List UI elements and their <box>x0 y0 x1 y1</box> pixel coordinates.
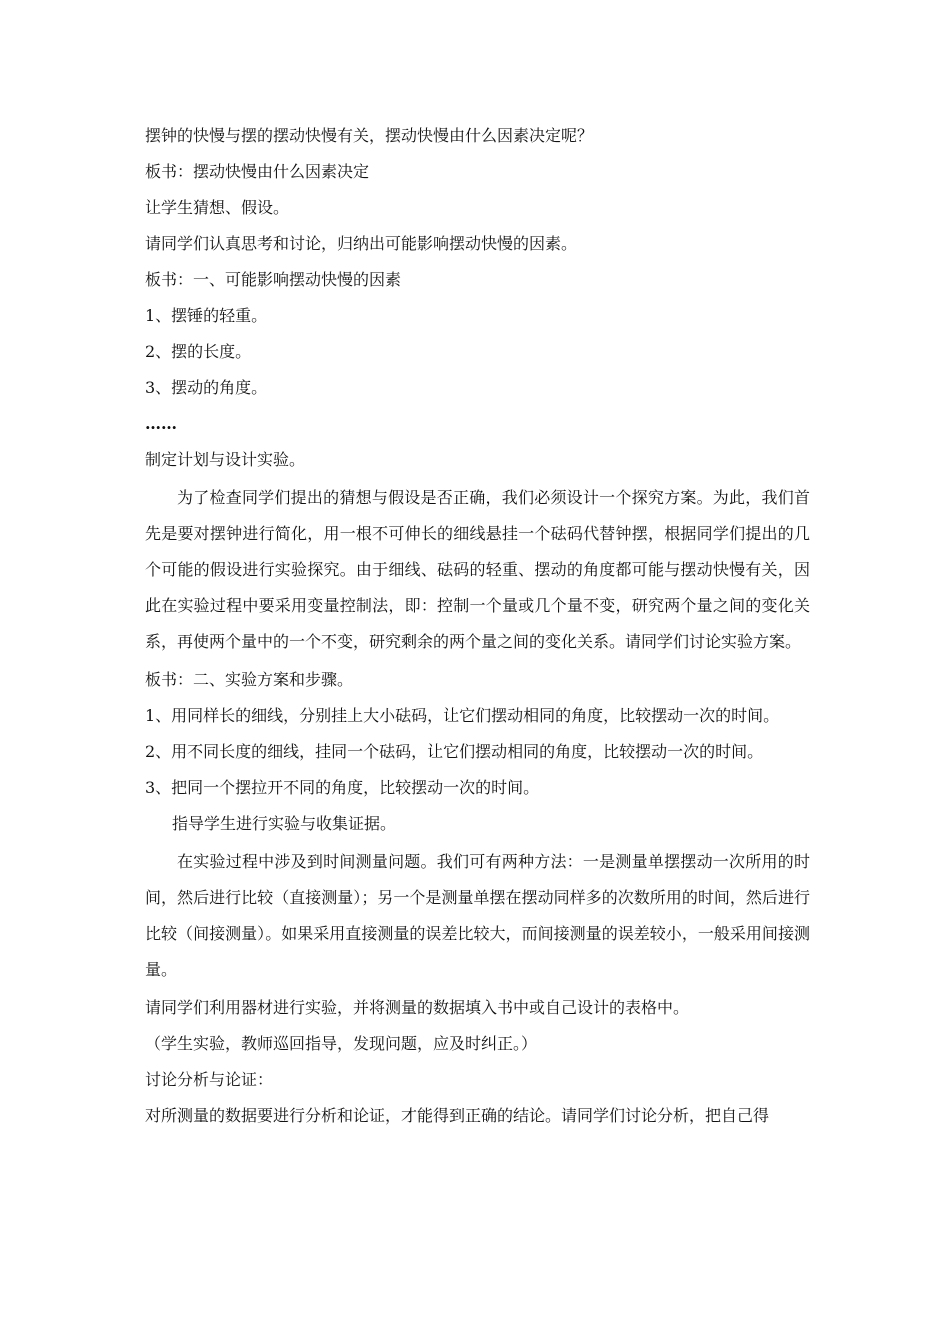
text-line: 请同学们认真思考和讨论，归纳出可能影响摆动快慢的因素。 <box>145 234 578 253</box>
text-line: 请同学们利用器材进行实验，并将测量的数据填入书中或自己设计的表格中。 <box>145 998 690 1017</box>
paragraph-experiment-design: 为了检查同学们提出的猜想与假设是否正确，我们必须设计一个探究方案。为此，我们首先是要对摆钟进行简化，用一根不可伸长的细线悬挂一个砝码代替钟摆，根据同学们提出的几个可能的假设进行实验探究。由于细线、砝码的轻重、摆动的角度都可能与摆动快慢有关，因此在实验过程中要采用变量控制法，即：控制一个量或几个量不变，研究两个量之间的变化关系，再使两个量中的一个不变，研究剩余的两个量之间的变化关系。请同学们讨论实验方案。 <box>145 488 810 651</box>
text-line: 摆钟的快慢与摆的摆动快慢有关，摆动快慢由什么因素决定呢？ <box>145 126 594 145</box>
text-line: （学生实验，教师巡回指导，发现问题，应及时纠正。） <box>145 1034 538 1053</box>
paragraph-time-measurement: 在实验过程中涉及到时间测量问题。我们可有两种方法：一是测量单摆摆动一次所用的时间，然后进行比较（直接测量）；另一个是测量单摆在摆动同样多的次数所用的时间，然后进行比较（间接测量）。如果采用直接测量的误差比较大，而间接测量的误差较小，一般采用间接测量。 <box>145 852 810 979</box>
text-line: 对所测量的数据要进行分析和论证，才能得到正确的结论。请同学们讨论分析，把自己得 <box>145 1106 770 1125</box>
list-item: 3、摆动的角度。 <box>145 378 268 397</box>
ellipsis: …… <box>145 414 177 433</box>
section-heading: 讨论分析与论证： <box>145 1070 274 1089</box>
blackboard-note: 板书：摆动快慢由什么因素决定 <box>145 162 370 181</box>
list-item: 1、用同样长的细线，分别挂上大小砝码，让它们摆动相同的角度，比较摆动一次的时间。 <box>145 706 780 725</box>
blackboard-note: 板书：一、可能影响摆动快慢的因素 <box>145 270 402 289</box>
text-line: 让学生猜想、假设。 <box>145 198 290 217</box>
document-body <box>145 126 810 1126</box>
list-item: 3、把同一个摆拉开不同的角度，比较摆动一次的时间。 <box>145 778 540 797</box>
list-item: 1、摆锤的轻重。 <box>145 306 268 325</box>
section-heading: 制定计划与设计实验。 <box>145 450 306 469</box>
list-item: 2、用不同长度的细线，挂同一个砝码，让它们摆动相同的角度，比较摆动一次的时间。 <box>145 742 764 761</box>
blackboard-note: 板书：二、实验方案和步骤。 <box>145 670 354 689</box>
text-line: 指导学生进行实验与收集证据。 <box>172 814 397 833</box>
list-item: 2、摆的长度。 <box>145 342 252 361</box>
